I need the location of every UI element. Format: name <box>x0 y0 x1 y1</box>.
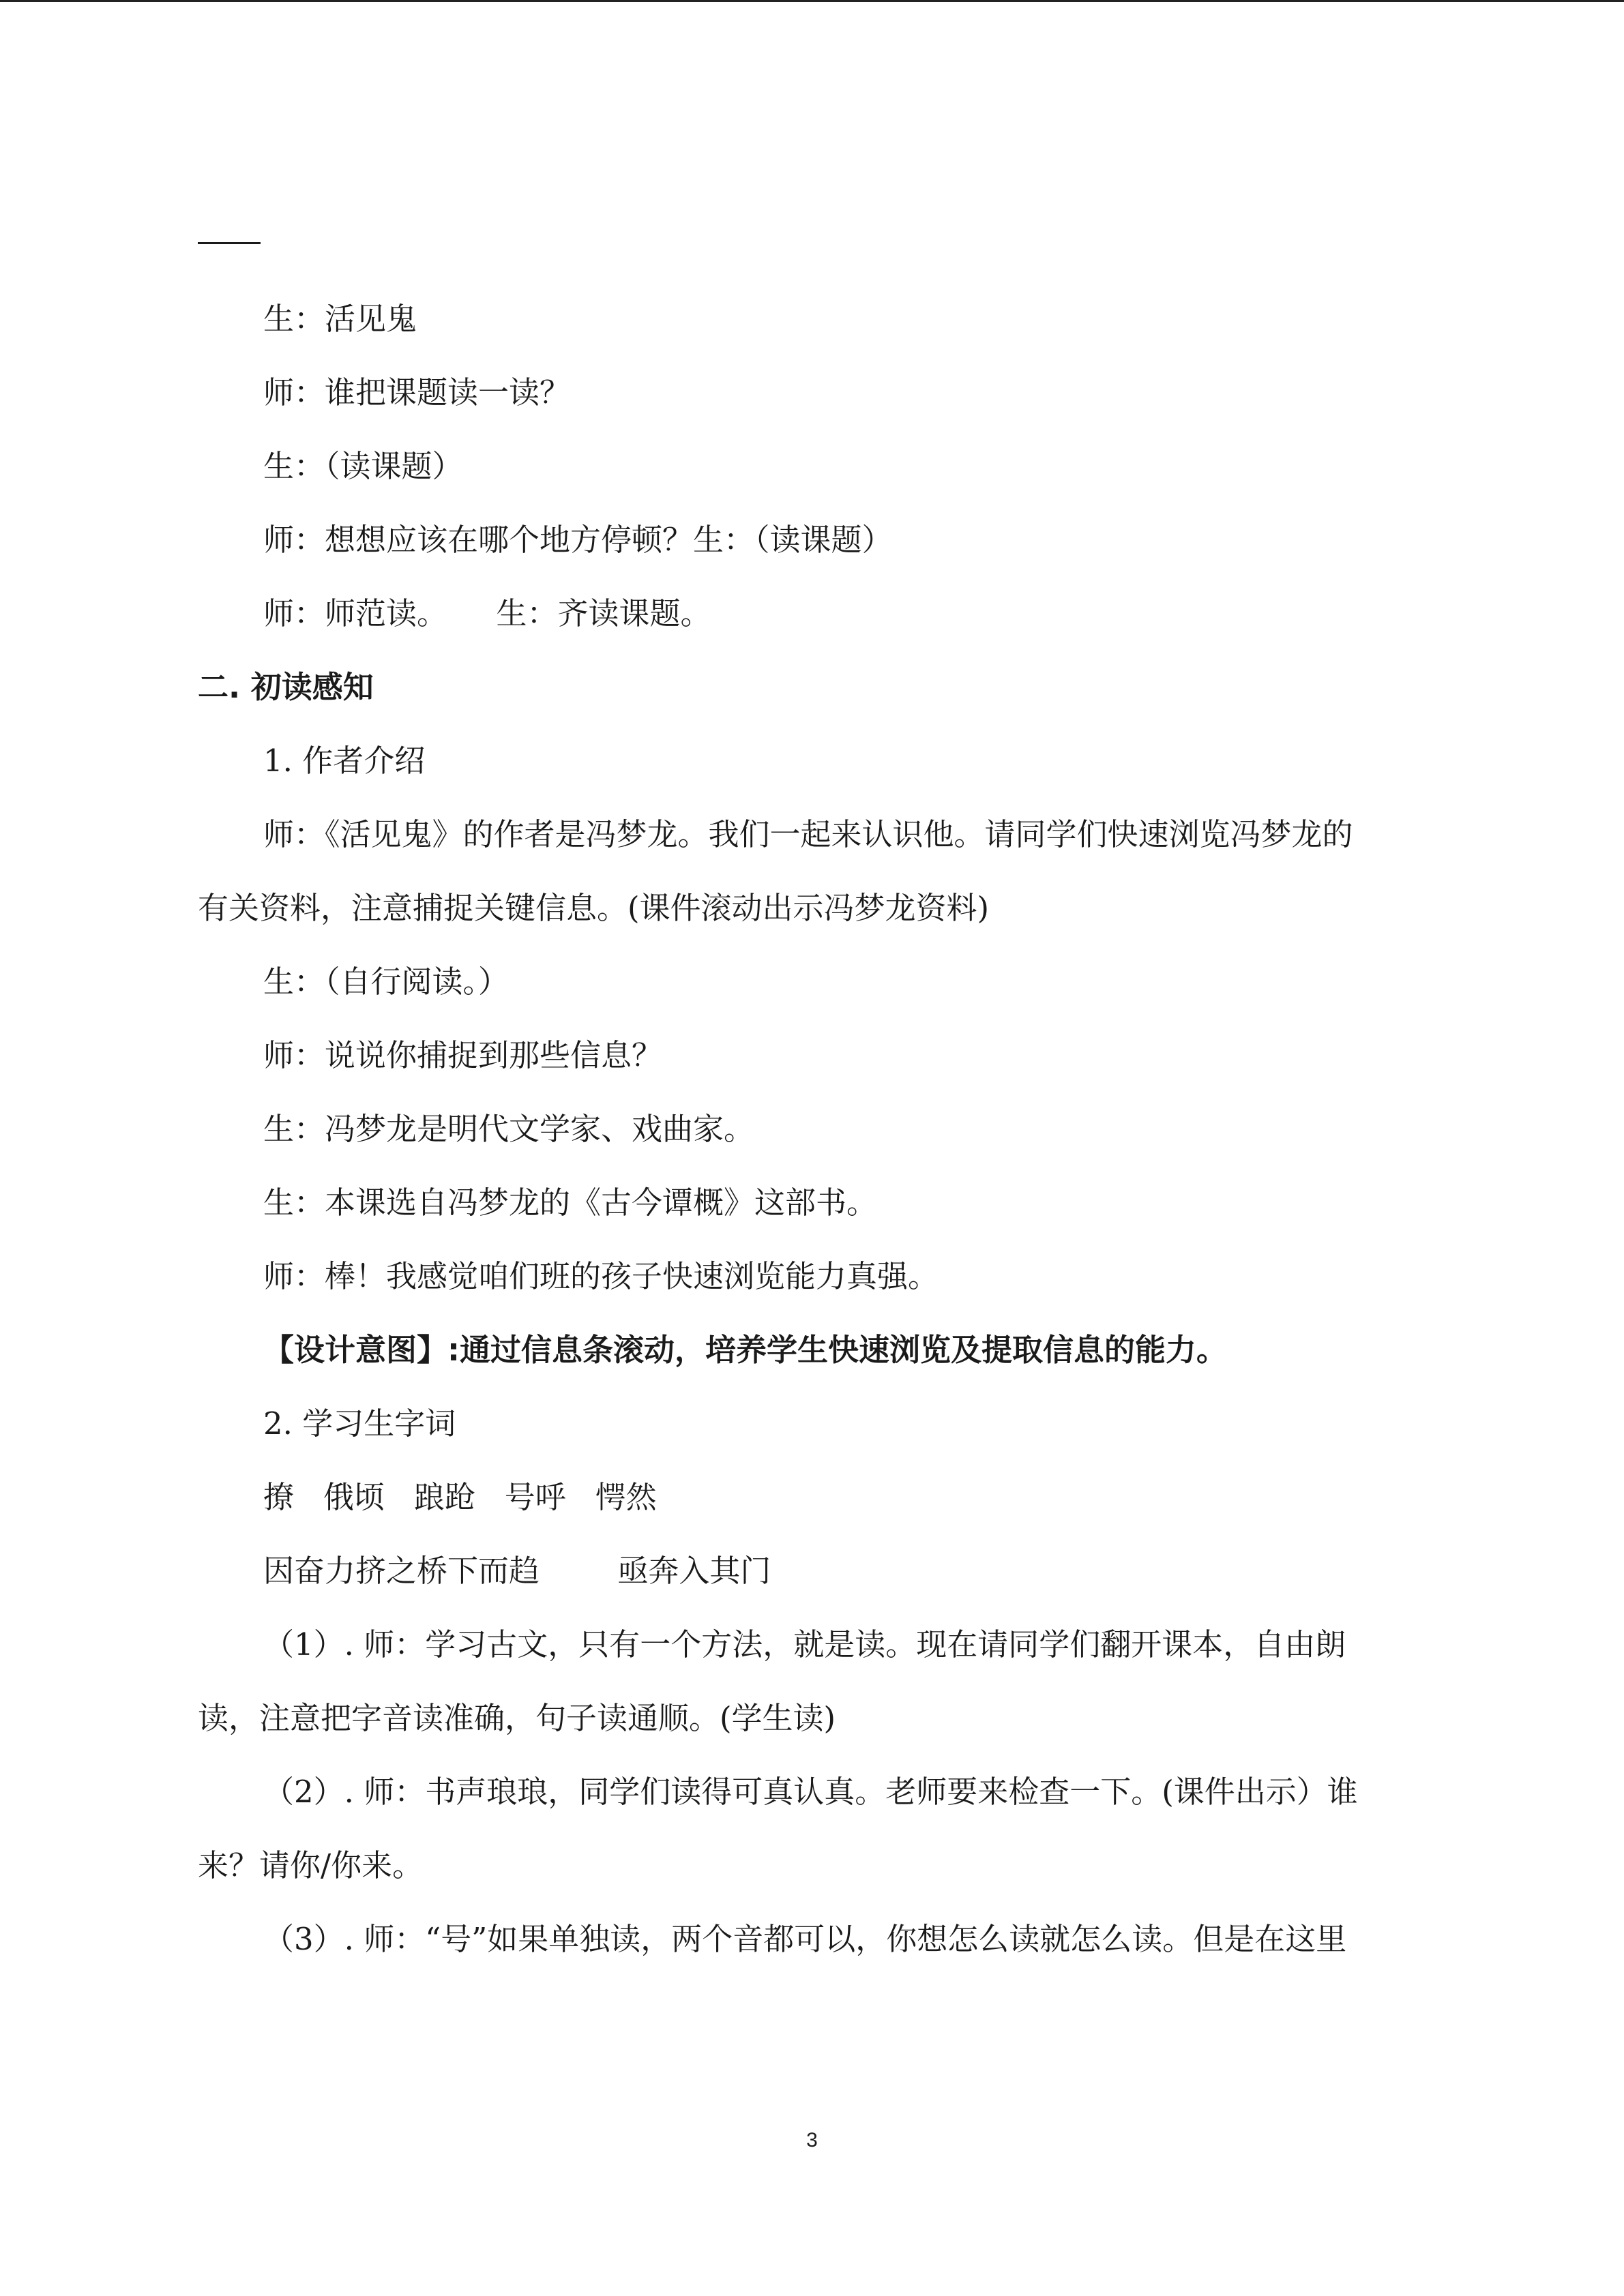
design-intent: 【设计意图】:通过信息条滚动，培养学生快速浏览及提取信息的能力。 <box>263 1332 1227 1368</box>
paragraph-line: （3）. 师：“号”如果单独读，两个音都可以，你想怎么读就怎么读。但是在这里 <box>263 1921 1347 1957</box>
dialogue-line: 生：（读课题） <box>263 448 463 484</box>
dialogue-line: 师：棒！我感觉咱们班的孩子快速浏览能力真强。 <box>263 1258 939 1294</box>
paragraph-line: （1）. 师：学习古文，只有一个方法，就是读。现在请同学们翻开课本，自由朗 <box>263 1626 1346 1663</box>
dialogue-line: 生：冯梦龙是明代文学家、戏曲家。 <box>263 1111 755 1147</box>
dialogue-line: 师：师范读。 生：齐读课题。 <box>263 595 711 631</box>
paragraph-line: 来？请你/你来。 <box>198 1847 424 1883</box>
page-number: 3 <box>806 2129 818 2151</box>
dialogue-line: 生：（自行阅读。） <box>263 964 510 1000</box>
continuation-dash <box>198 242 261 244</box>
vocabulary-line: 因奋力挤之桥下而趋 亟奔入其门 <box>263 1553 771 1589</box>
dialogue-line: 师：想想应该在哪个地方停顿？生：（读课题） <box>263 522 893 558</box>
paragraph-line: 师：《活见鬼》的作者是冯梦龙。我们一起来认识他。请同学们快速浏览冯梦龙的 <box>263 816 1353 852</box>
subsection-heading: 1. 作者介绍 <box>263 743 426 779</box>
vocabulary-line: 撩 俄顷 踉跄 号呼 愕然 <box>263 1479 657 1515</box>
section-heading: 二. 初读感知 <box>198 669 374 705</box>
paragraph-line: （2）. 师：书声琅琅，同学们读得可真认真。老师要来检查一下。(课件出示）谁 <box>263 1774 1358 1810</box>
dialogue-line: 师：谁把课题读一读？ <box>263 374 571 411</box>
paragraph-line: 有关资料，注意捕捉关键信息。(课件滚动出示冯梦龙资料) <box>198 890 990 926</box>
subsection-heading: 2. 学习生字词 <box>263 1405 456 1442</box>
dialogue-line: 生：本课选自冯梦龙的《古今谭概》这部书。 <box>263 1184 878 1221</box>
dialogue-line: 生：活见鬼 <box>263 301 417 337</box>
top-border-rule <box>0 0 1624 2</box>
dialogue-line: 师：说说你捕捉到那些信息？ <box>263 1037 663 1073</box>
paragraph-line: 读，注意把字音读准确，句子读通顺。(学生读) <box>198 1700 836 1736</box>
